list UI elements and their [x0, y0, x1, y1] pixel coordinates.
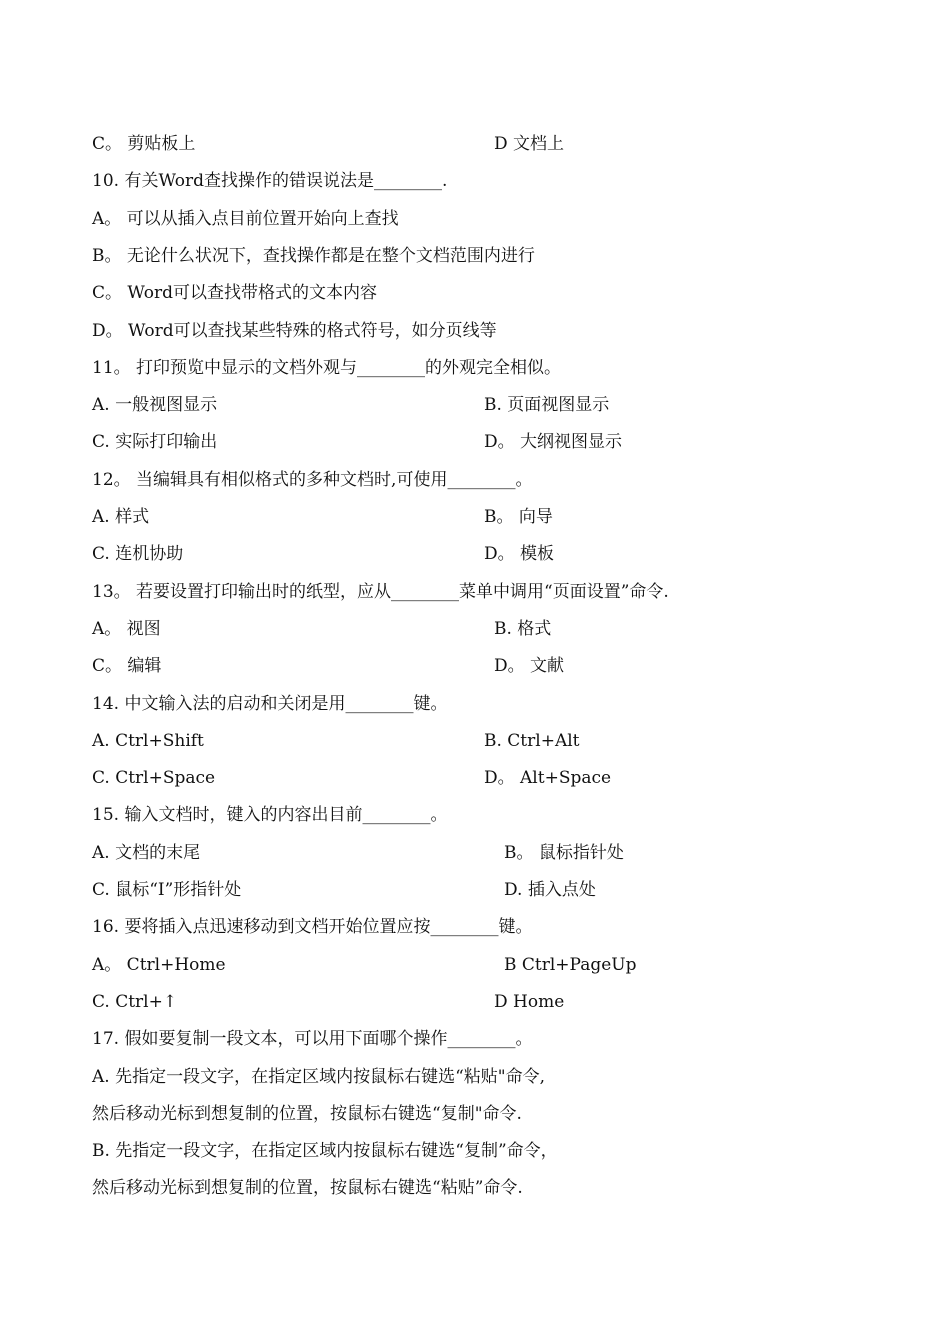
text-line: 12。 当编辑具有相似格式的多种文档时,可使用________。 — [92, 470, 533, 490]
text-line: 10. 有关Word查找操作的错误说法是________. — [92, 171, 448, 191]
option-left: A. 样式 — [92, 507, 150, 527]
text-line: 11。 打印预览中显示的文档外观与________的外观完全相似。 — [92, 358, 562, 378]
option-right: B. Ctrl+Alt — [484, 731, 580, 751]
option-row — [92, 992, 892, 1012]
option-right: D。 大纲视图显示 — [484, 432, 623, 452]
text-line: 16. 要将插入点迅速移动到文档开始位置应按________键。 — [92, 917, 533, 937]
option-right: D。 Alt+Space — [484, 768, 612, 788]
text-line: 14. 中文输入法的启动和关闭是用________键。 — [92, 694, 448, 714]
option-row — [92, 432, 892, 452]
option-right: D。 文献 — [494, 656, 565, 676]
option-row — [92, 619, 892, 639]
text-line: B。 无论什么状况下，查找操作都是在整个文档范围内进行 — [92, 246, 535, 266]
option-row — [92, 768, 892, 788]
text-line: D。 Word可以查找某些特殊的格式符号，如分页线等 — [92, 321, 497, 341]
option-left: C. Ctrl+Space — [92, 768, 216, 788]
option-left: C。 编辑 — [92, 656, 162, 676]
option-left: C. 连机协助 — [92, 544, 184, 564]
text-line: A。 可以从插入点目前位置开始向上查找 — [92, 209, 399, 229]
option-left: C. 实际打印输出 — [92, 432, 218, 452]
text-line: A. 先指定一段文字，在指定区域内按鼠标右键选“粘贴"命令, — [92, 1067, 545, 1087]
option-row — [92, 880, 892, 900]
text-line: 13。 若要设置打印输出时的纸型，应从________菜单中调用“页面设置”命令. — [92, 582, 669, 602]
text-line: 17. 假如要复制一段文本，可以用下面哪个操作________。 — [92, 1029, 533, 1049]
option-right: B。 向导 — [484, 507, 553, 527]
option-row — [92, 843, 892, 863]
option-row — [92, 656, 892, 676]
option-right: D。 模板 — [484, 544, 555, 564]
option-left: A. Ctrl+Shift — [92, 731, 204, 751]
option-row — [92, 955, 892, 975]
option-right: B. 格式 — [494, 619, 552, 639]
option-right: D 文档上 — [494, 134, 565, 154]
text-line: 15. 输入文档时，键入的内容出目前________。 — [92, 805, 448, 825]
option-row — [92, 544, 892, 564]
option-row — [92, 731, 892, 751]
option-right: D Home — [494, 992, 565, 1012]
option-row — [92, 395, 892, 415]
option-right: B. 页面视图显示 — [484, 395, 610, 415]
text-line: 然后移动光标到想复制的位置，按鼠标右键选“粘贴”命令. — [92, 1178, 523, 1198]
text-line: B. 先指定一段文字，在指定区域内按鼠标右键选“复制”命令， — [92, 1141, 558, 1161]
option-left: A. 一般视图显示 — [92, 395, 218, 415]
option-row — [92, 507, 892, 527]
option-row — [92, 134, 892, 154]
option-left: A。 Ctrl+Home — [92, 955, 226, 975]
option-right: B Ctrl+PageUp — [504, 955, 637, 975]
text-line: C。 Word可以查找带格式的文本内容 — [92, 283, 377, 303]
option-right: B。 鼠标指针处 — [504, 843, 624, 863]
option-left: C. Ctrl+↑ — [92, 992, 178, 1012]
option-left: A. 文档的末尾 — [92, 843, 201, 863]
option-left: A。 视图 — [92, 619, 161, 639]
text-line: 然后移动光标到想复制的位置，按鼠标右键选“复制"命令. — [92, 1104, 522, 1124]
option-left: C。 剪贴板上 — [92, 134, 196, 154]
option-left: C. 鼠标“I”形指针处 — [92, 880, 242, 900]
option-right: D. 插入点处 — [504, 880, 596, 900]
